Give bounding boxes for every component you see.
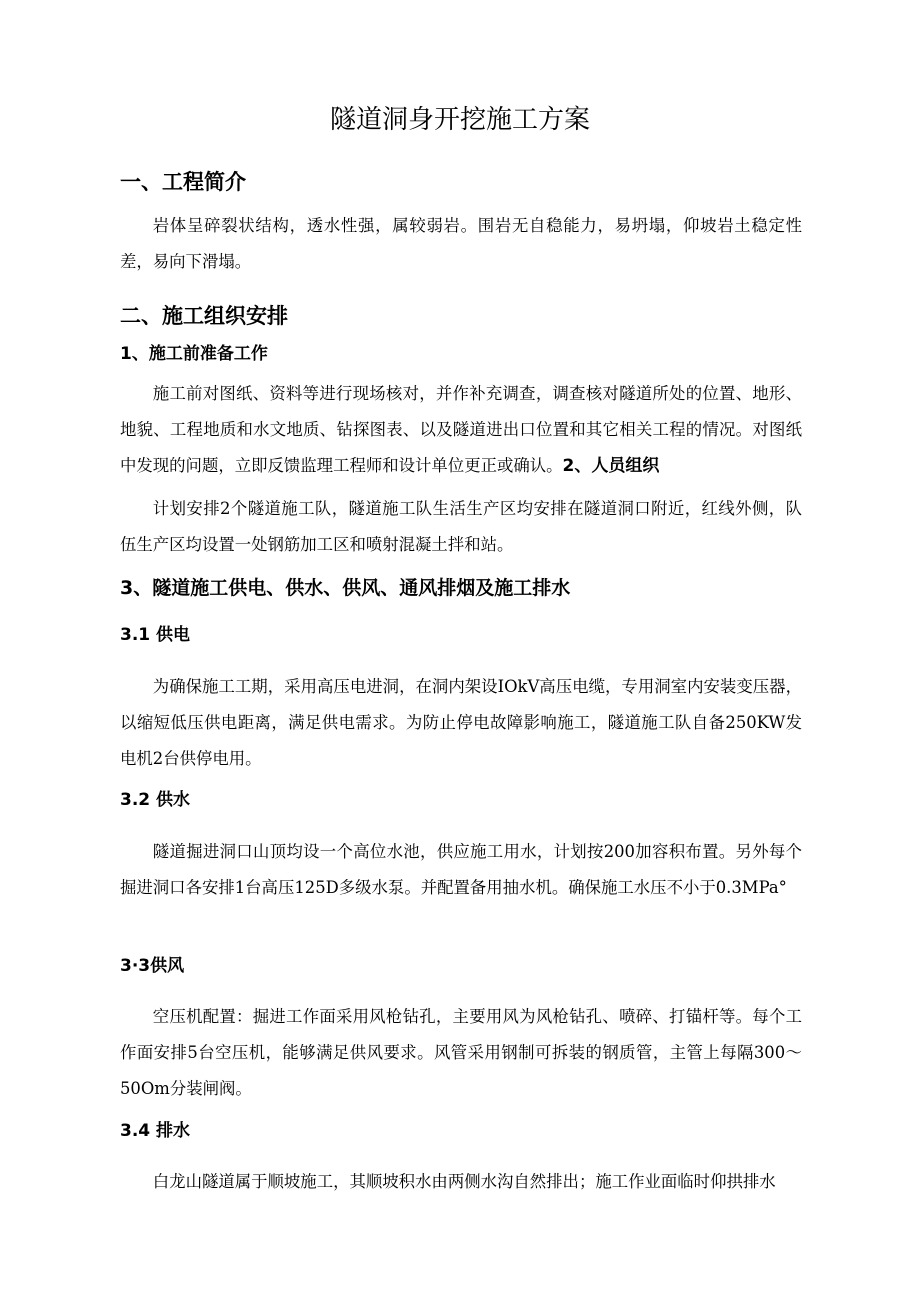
section-3-1-heading: 3.1 供电 [120, 625, 191, 645]
section-1-heading: 一、工程简介 [120, 170, 246, 194]
subsection-1-heading: 1、施工前准备工作 [120, 344, 268, 364]
section-3-2-paragraph: 隧道掘进洞口山顶均设一个高位水池，供应施工用水，计划按200加容积布置。另外每个掘进洞口各安排1台高压125D多级水泵。并配置备用抽水机。确保施工水压不小于0.3MPa° [120, 842, 802, 897]
subsection-2-heading: 2、人员组织 [562, 456, 660, 476]
subsection-3-heading: 3、隧道施工供电、供水、供风、通风排烟及施工排水 [120, 577, 571, 599]
subsection-1-paragraph [120, 376, 802, 484]
subsection-2-paragraph: 计划安排2个隧道施工队，隧道施工队生活生产区均安排在隧道洞口附近，红线外侧，队伍生产区均设置一处钢筋加工区和喷射混凝土拌和站。 [120, 499, 802, 554]
document-title: 隧道洞身开挖施工方案 [329, 105, 590, 135]
section-3-2-heading: 3.2 供水 [120, 790, 191, 810]
section-3-4-paragraph: 白龙山隧道属于顺坡施工，其顺坡积水由两侧水沟自然排出；施工作业面临时仰拱排水 [152, 1172, 776, 1191]
section-3-3-paragraph: 空压机配置：掘进工作面采用风枪钻孔，主要用风为风枪钻孔、喷碎、打锚杆等。每个工作面安排5台空压机，能够满足供风要求。风管采用钢制可拆装的钢质管，主管上每隔300～50Om分装闸阀。 [120, 1007, 802, 1098]
section-3-3-heading: 3·3供风 [120, 956, 185, 976]
section-2-heading: 二、施工组织安排 [120, 304, 288, 328]
section-3-4-heading: 3.4 排水 [120, 1121, 191, 1141]
subsection-1-text: 施工前对图纸、资料等进行现场核对，并作补充调查，调查核对隧道所处的位置、地形、地貌、工程地质和水文地质、钻探图表、以及隧道进出口位置和其它相关工程的情况。对图纸中发现的问题，立即反馈监理工程师和设计单位更正或确认。 [120, 384, 802, 475]
section-1-paragraph: 岩体呈碎裂状结构，透水性强，属较弱岩。围岩无自稳能力，易坍塌，仰坡岩土稳定性差，易向下滑塌。 [120, 216, 802, 271]
section-3-1-paragraph: 为确保施工工期，采用高压电进洞，在洞内架设IOkV高压电缆，专用洞室内安装变压器，以缩短低压供电距离，满足供电需求。为防止停电故障影响施工，隧道施工队自备250KW发电机2台供停电用。 [120, 677, 802, 768]
